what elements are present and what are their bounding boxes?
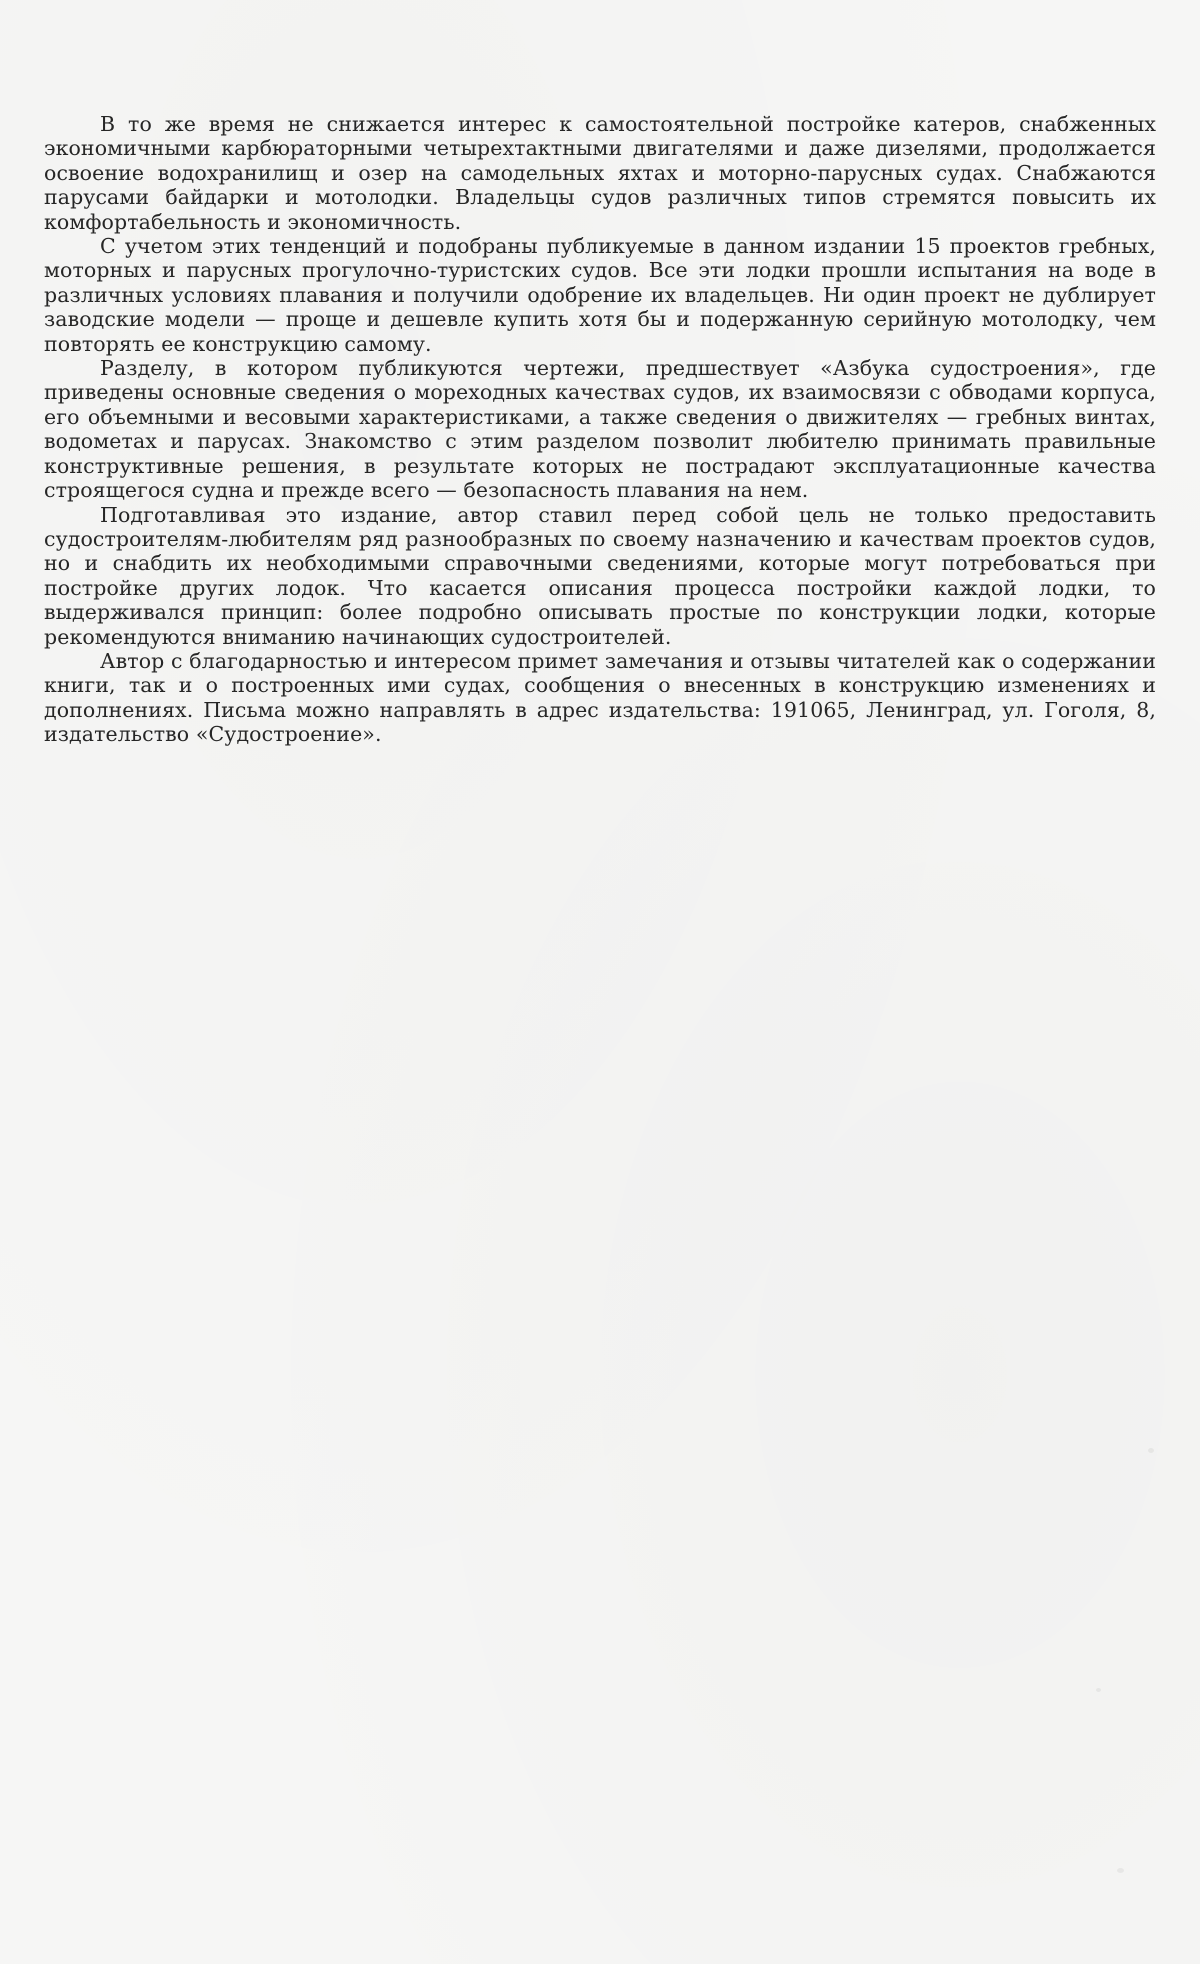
paragraph: В то же время не снижается интерес к самостоятельной постройке катеров, снабженных экономичными карбюраторными четырехтактными двигателями и даже дизелями, продолжается освоение водохранилищ и озер на самодельных яхтах и моторно-парусных судах. Снабжаются парусами байдарки и мотолодки. Владельцы судов различных типов стремятся повысить их комфортабельность и экономичность. [44, 112, 1156, 234]
paper-speck [1148, 1448, 1154, 1453]
paper-speck [1096, 1688, 1101, 1692]
paragraph: Автор с благодарностью и интересом примет замечания и отзывы читателей как о содержании книги, так и о построенных ими судах, сообщения о внесенных в конструкцию изменениях и дополнениях. Письма можно направлять в адрес издательства: 191065, Ленинград, ул. Гоголя, 8, издательство «Судостроение». [44, 648, 1156, 747]
paper-speck [1117, 1868, 1124, 1873]
paragraph: Подготавливая это издание, автор ставил перед собой цель не только предоставить судостроителям-любителям ряд разнообразных по своему назначению и качествам проектов судов, но и снабдить их необходимыми справочными сведениями, которые могут потребоваться при постройке других лодок. Что касается описания процесса постройки каждой лодки, то выдерживался принцип: более подробно описывать простые по конструкции лодки, которые рекомендуются вниманию начинающих судостроителей. [44, 502, 1156, 649]
paragraph: Разделу, в котором публикуются чертежи, предшествует «Азбука судостроения», где приведены основные сведения о мореходных качествах судов, их взаимосвязи с обводами корпуса, его объемными и весовыми характеристиками, а также сведения о движителях — гребных винтах, водометах и парусах. Знакомство с этим разделом позволит любителю принимать правильные конструктивные решения, в результате которых не пострадают эксплуатационные качества строящегося судна и прежде всего — безопасность плавания на нем. [44, 356, 1156, 503]
document-body [44, 112, 1156, 747]
paragraph: С учетом этих тенденций и подобраны публикуемые в данном издании 15 проектов гребных, моторных и парусных прогулочно-туристских судов. Все эти лодки прошли испытания на воде в различных условиях плавания и получили одобрение их владельцев. Ни один проект не дублирует заводские модели — проще и дешевле купить хотя бы и подержанную серийную мотолодку, чем повторять ее конструкцию самому. [44, 234, 1156, 356]
